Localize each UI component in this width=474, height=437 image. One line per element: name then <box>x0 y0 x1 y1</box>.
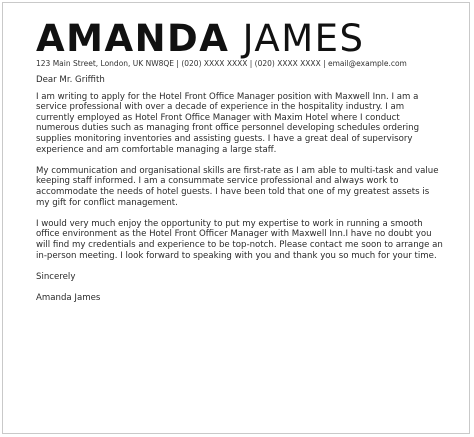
paragraph-2: My communication and organisational skills are first-rate as I am able to multi-task and value keeping staff informed. I am a consummate service professional and always work to accommodate the needs of hotel guests. I have been told that one of my greatest assets is my gift for conflict management. <box>36 165 439 208</box>
closing: Sincerely <box>36 271 76 282</box>
paragraph-1: I am writing to apply for the Hotel Front Office Manager position with Maxwell Inn. I am a service professional with over a decade of experience in the hospitality industry. I am currently employed as Hotel Front Office Manager with Maxim Hotel where I conduct numerous duties such as managing front office personnel developing schedules ordering supplies monitoring inventories and assisting guests. I have a great deal of supervisory experience and am comfortable managing a large staff. <box>36 91 420 155</box>
signature: Amanda James <box>36 292 101 303</box>
first-name: AMANDA <box>36 17 230 60</box>
letter-body <box>36 75 444 314</box>
contact-line: 123 Main Street, London, UK NW8QE | (020) XXXX XXXX | (020) XXXX XXXX | email@example.com <box>36 59 407 68</box>
paragraph-3: I would very much enjoy the opportunity to put my expertise to work in running a smooth office environment as the Hotel Front Officer Manager with Maxwell Inn.I have no doubt you will find my credentials and experience to be top-notch. Please contact me soon to arrange an in-person meeting. I look forward to speaking with you and thank you so much for your time. <box>36 218 443 261</box>
applicant-name <box>36 17 365 61</box>
last-name: JAMES <box>242 17 365 60</box>
letter-page <box>2 2 470 434</box>
salutation: Dear Mr. Griffith <box>36 75 105 85</box>
